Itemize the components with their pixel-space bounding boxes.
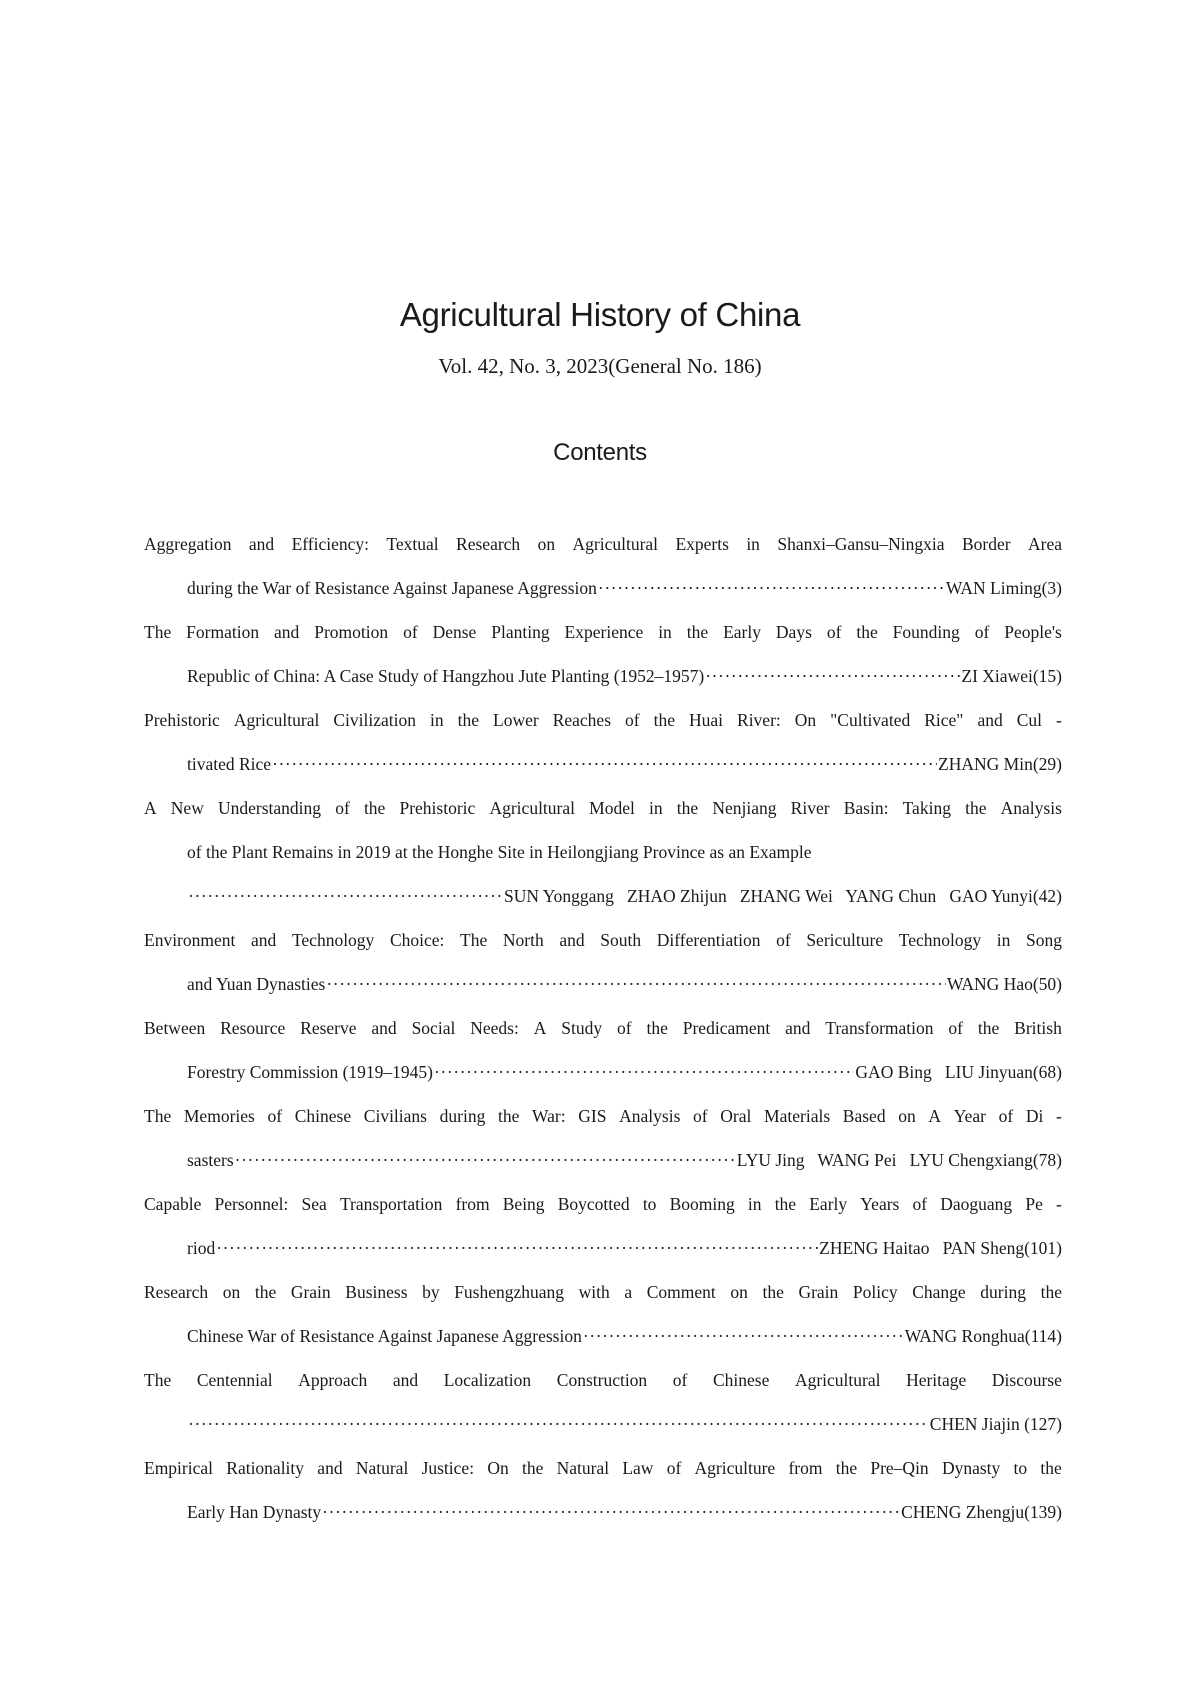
toc-entry-last-line [144,962,1062,1006]
toc-entry-title-line: Empirical Rationality and Natural Justice: On the Natural Law of Agriculture from the Pre–Qin Dynasty to the [144,1457,1062,1478]
toc-entry-authors-page: WAN Liming(3) [945,577,1062,598]
dot-leader [216,1238,818,1259]
toc-entry-last-line [144,742,1062,786]
toc-entry [144,1270,1062,1358]
dot-leader [326,974,945,995]
toc-entry-title-line: Between Resource Reserve and Social Needs: A Study of the Predicament and Transformation of the British [144,1017,1062,1038]
toc-entry [144,918,1062,1006]
toc-entry-title-line: The Centennial Approach and Localization Construction of Chinese Agricultural Heritage Discourse [144,1369,1062,1390]
dot-leader [188,1414,929,1435]
toc-entry-title-line: Research on the Grain Business by Fushengzhuang with a Comment on the Grain Policy Change during the [144,1281,1062,1302]
toc-entry-last-line [144,1490,1062,1534]
toc-entry-title-line: The Memories of Chinese Civilians during the War: GIS Analysis of Oral Materials Based on A Year of Di - [144,1105,1062,1126]
dot-leader [235,1150,736,1171]
toc-entry-last-line [144,654,1062,698]
toc-entry-authors-page: WANG Hao(50) [946,973,1062,994]
toc-entry-title-line: Prehistoric Agricultural Civilization in the Lower Reaches of the Huai River: On "Cultivated Rice" and Cul - [144,709,1062,730]
toc-entry-title-line: Aggregation and Efficiency: Textual Research on Agricultural Experts in Shanxi–Gansu–Ningxia Border Area [144,533,1062,554]
toc-entry-title-line: of the Plant Remains in 2019 at the Honghe Site in Heilongjiang Province as an Example [187,841,812,862]
toc-entry-authors-page: LYU Jing WANG Pei LYU Chengxiang(78) [736,1149,1062,1170]
toc-entry-title-end: tivated Rice [187,753,272,774]
toc-entry-title-end: during the War of Resistance Against Japanese Aggression [187,577,597,598]
toc-entry-last-line [144,1226,1062,1270]
dot-leader [705,666,960,687]
toc-entry-authors-page: ZI Xiawei(15) [961,665,1062,686]
toc-entry-title-line: Capable Personnel: Sea Transportation from Being Boycotted to Booming in the Early Years of Daoguang Pe - [144,1193,1062,1214]
toc-entry-authors-page: CHEN Jiajin (127) [929,1413,1062,1434]
dot-leader [188,886,503,907]
toc-entry-title-end: Chinese War of Resistance Against Japanese Aggression [187,1325,582,1346]
dot-leader [272,754,937,775]
dot-leader [598,578,945,599]
toc-entry [144,698,1062,786]
toc-entry-authors-page: SUN Yonggang ZHAO Zhijun ZHANG Wei YANG Chun GAO Yunyi(42) [504,885,1062,906]
journal-title: Agricultural History of China [399,296,801,333]
toc-entry-last-line [144,1138,1062,1182]
toc-entry [144,1358,1062,1446]
dot-leader [322,1502,900,1523]
toc-entry [144,610,1062,698]
toc-entry [144,1094,1062,1182]
toc-entry-authors-page: GAO Bing LIU Jinyuan(68) [855,1061,1062,1082]
toc-entry-authors-page: CHENG Zhengju(139) [901,1501,1062,1522]
toc-entry-title-line: The Formation and Promotion of Dense Planting Experience in the Early Days of the Founding of People's [144,621,1062,642]
toc-entry [144,1182,1062,1270]
volume-line: Vol. 42, No. 3, 2023(General No. 186) [438,354,762,378]
toc-entry-last-line [144,566,1062,610]
toc-entry-last-line [144,1050,1062,1094]
toc-entry [144,786,1062,918]
toc-entry-title-end: riod [187,1237,216,1258]
toc-entry-authors-page: WANG Ronghua(114) [904,1325,1062,1346]
toc-entry-authors-page: ZHENG Haitao PAN Sheng(101) [819,1237,1062,1258]
toc-entry [144,1006,1062,1094]
toc-entry-title-end: Republic of China: A Case Study of Hangzhou Jute Planting (1952–1957) [187,665,705,686]
toc-entry-authors-page: ZHANG Min(29) [938,753,1062,774]
toc-entry [144,1446,1062,1534]
toc-entry-last-line [144,1402,1062,1446]
toc-entry-title-end: and Yuan Dynasties [187,973,326,994]
table-of-contents [144,522,1062,1534]
toc-entry-title-line: Environment and Technology Choice: The North and South Differentiation of Sericulture Technology in Song [144,929,1062,950]
toc-entry [144,522,1062,610]
contents-heading: Contents [553,439,647,466]
toc-entry-title-end: sasters [187,1149,234,1170]
dot-leader [583,1326,904,1347]
dot-leader [434,1062,854,1083]
toc-entry-title-line: A New Understanding of the Prehistoric Agricultural Model in the Nenjiang River Basin: Taking the Analysis [144,797,1062,818]
toc-entry-title-end: Forestry Commission (1919–1945) [187,1061,433,1082]
toc-entry-title-end: Early Han Dynasty [187,1501,322,1522]
toc-entry-last-line [144,874,1062,918]
toc-entry-last-line [144,1314,1062,1358]
